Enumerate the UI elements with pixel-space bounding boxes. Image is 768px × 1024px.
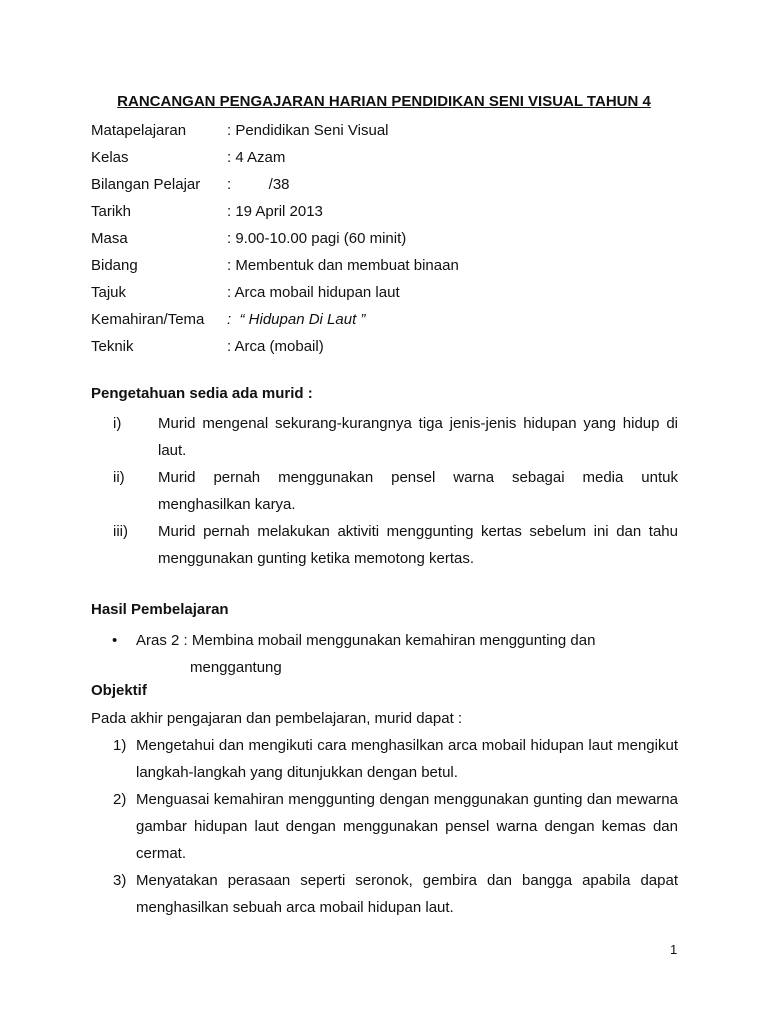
info-value: : Arca (mobail)	[227, 338, 324, 355]
list-item-number: ii)	[113, 469, 125, 486]
info-value: : 4 Azam	[227, 149, 286, 166]
list-item	[91, 518, 678, 572]
info-label: Teknik	[91, 338, 134, 355]
list-item-number: i)	[113, 415, 122, 432]
info-row-subject	[91, 117, 691, 144]
list-item-text: Murid mengenal sekurang-kurangnya tiga jenis-jenis hidupan yang hidup di laut.	[158, 415, 678, 459]
info-label: Tarikh	[91, 203, 132, 220]
list-item	[91, 786, 678, 867]
list-item-text: Menguasai kemahiran menggunting dengan menggunakan gunting dan mewarna gambar hidupan laut dengan menggunakan pensel warna dengan kemas dan cermat.	[136, 791, 678, 862]
info-row-class	[91, 144, 691, 171]
info-value: : Membentuk dan membuat binaan	[227, 257, 459, 274]
list-item-text: Murid pernah menggunakan pensel warna sebagai media untuk menghasilkan karya.	[158, 469, 678, 513]
list-item-number: 3)	[113, 872, 127, 889]
document-title	[0, 93, 768, 110]
prior-knowledge-heading: Pengetahuan sedia ada murid :	[91, 385, 313, 402]
info-label: Kemahiran/Tema	[91, 311, 205, 328]
learning-outcome-text-continued: menggantung	[190, 659, 282, 676]
info-row-theme	[91, 306, 691, 333]
list-item	[91, 464, 678, 518]
info-row-technique	[91, 333, 691, 360]
objective-intro: Pada akhir pengajaran dan pembelajaran, murid dapat :	[91, 710, 463, 727]
objective-heading: Objektif	[91, 682, 147, 699]
info-row-field	[91, 252, 691, 279]
info-row-topic	[91, 279, 691, 306]
prior-knowledge-list	[91, 410, 678, 572]
list-item	[91, 410, 678, 464]
info-label: Kelas	[91, 149, 129, 166]
info-label: Bilangan Pelajar	[91, 176, 201, 193]
info-row-time	[91, 225, 691, 252]
info-row-student-count	[91, 171, 691, 198]
objective-list	[91, 732, 678, 921]
page-number: 1	[670, 942, 678, 957]
learning-outcome-heading: Hasil Pembelajaran	[91, 601, 229, 618]
info-row-date	[91, 198, 691, 225]
info-value: : Pendidikan Seni Visual	[227, 122, 389, 139]
info-value: : 19 April 2013	[227, 203, 323, 220]
info-value: : /38	[227, 176, 290, 193]
list-item-number: iii)	[113, 523, 128, 540]
info-label: Tajuk	[91, 284, 127, 301]
info-label: Matapelajaran	[91, 122, 187, 139]
list-item-text: Murid pernah melakukan aktiviti menggunting kertas sebelum ini dan tahu menggunakan gunting ketika memotong kertas.	[158, 523, 678, 567]
info-value: : Arca mobail hidupan laut	[227, 284, 400, 301]
list-item-text: Menyatakan perasaan seperti seronok, gembira dan bangga apabila dapat menghasilkan sebuah arca mobail hidupan laut.	[136, 872, 678, 916]
learning-outcome-text: Aras 2 : Membina mobail menggunakan kemahiran menggunting dan	[136, 632, 596, 649]
document-title-text: RANCANGAN PENGAJARAN HARIAN PENDIDIKAN SENI VISUAL TAHUN 4	[117, 93, 651, 110]
list-item	[91, 732, 678, 786]
info-label: Masa	[91, 230, 128, 247]
list-item-number: 2)	[113, 791, 127, 808]
bullet-icon: •	[112, 632, 118, 649]
list-item-number: 1)	[113, 737, 127, 754]
lesson-info-table	[91, 117, 691, 360]
list-item-text: Mengetahui dan mengikuti cara menghasilkan arca mobail hidupan laut mengikut langkah-langkah yang ditunjukkan dengan betul.	[136, 737, 678, 781]
info-value: : 9.00-10.00 pagi (60 minit)	[227, 230, 407, 247]
list-item	[91, 867, 678, 921]
info-value: : “ Hidupan Di Laut ”	[227, 311, 366, 328]
info-label: Bidang	[91, 257, 138, 274]
